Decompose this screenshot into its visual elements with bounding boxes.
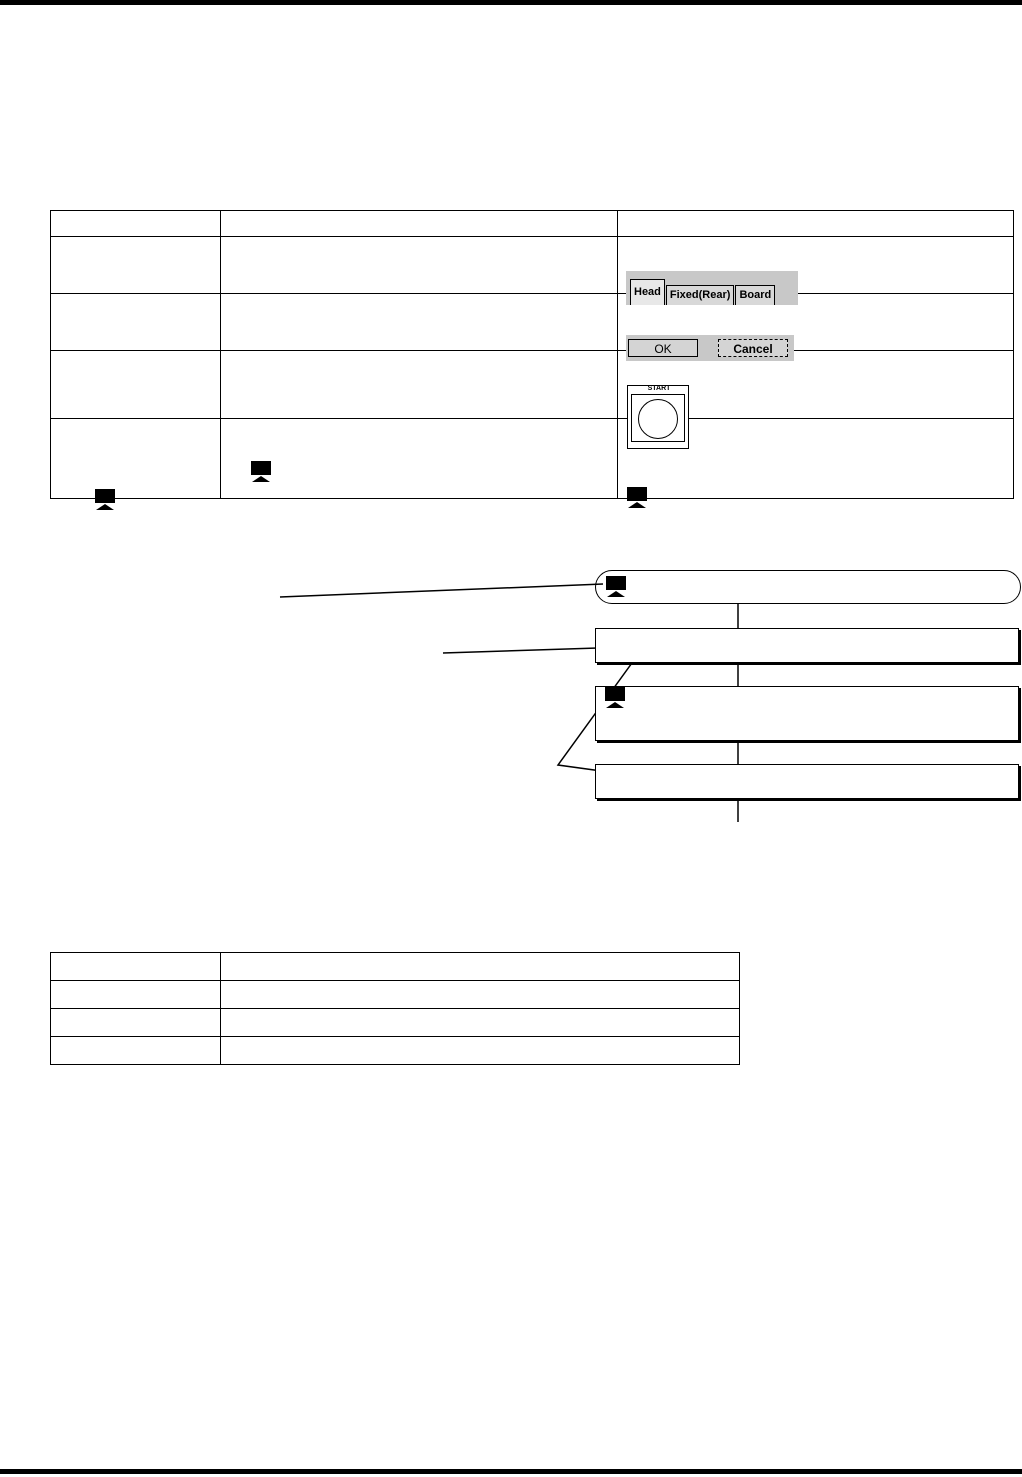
flowchart-step-2 (595, 628, 1019, 663)
table-row (51, 953, 740, 981)
table-cell (221, 981, 740, 1009)
start-label: START (647, 384, 671, 392)
table-cell (51, 1009, 221, 1037)
flowchart-step-4 (595, 764, 1019, 799)
table-cell (51, 953, 221, 981)
table-cell (51, 981, 221, 1009)
table-row (51, 1037, 740, 1065)
table-cell (221, 953, 740, 981)
table-row (51, 1009, 740, 1037)
cancel-button[interactable]: Cancel (718, 339, 788, 357)
small-table (50, 952, 740, 1065)
table-cell (221, 1009, 740, 1037)
tab-head[interactable]: Head (630, 279, 665, 305)
ok-button[interactable]: OK (628, 339, 698, 357)
bottom-rule (0, 1469, 1022, 1474)
monitor-icon (603, 687, 627, 709)
tab-fixed-rear[interactable]: Fixed(Rear) (666, 285, 735, 305)
flowchart-step-3 (595, 686, 1019, 741)
monitor-icon (604, 576, 628, 598)
flowchart-step-start (595, 570, 1021, 604)
table-row (51, 981, 740, 1009)
table-cell (221, 1037, 740, 1065)
tab-board[interactable]: Board (735, 285, 775, 305)
table-cell (51, 1037, 221, 1065)
